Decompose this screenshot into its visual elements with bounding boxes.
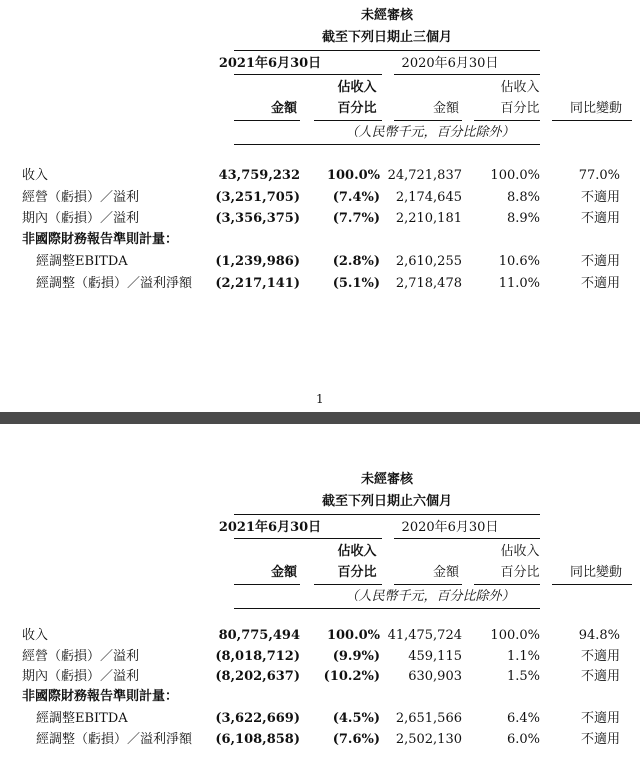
rule xyxy=(394,74,540,75)
rule xyxy=(314,120,382,121)
rule xyxy=(234,538,382,539)
row-label: 經調整（虧損）／溢利淨額 xyxy=(36,276,193,291)
row-label: 收入 xyxy=(22,168,49,183)
yoy-change: 不適用 xyxy=(580,254,620,269)
rule xyxy=(394,120,462,121)
unit-note: （人民幣千元，百分比除外） xyxy=(345,589,515,604)
rule xyxy=(234,74,382,75)
rule xyxy=(474,584,540,585)
pct-2020: 1.1% xyxy=(506,649,540,664)
yoy-change: 不適用 xyxy=(580,276,620,291)
col-pct-2021-b: 百分比 xyxy=(337,101,377,116)
col-pct-2021-a: 佔收入 xyxy=(337,80,377,95)
rule xyxy=(234,608,540,609)
amount-2020: 459,115 xyxy=(408,649,462,664)
row-label: 收入 xyxy=(22,628,49,643)
amount-2021: (2,217,141) xyxy=(215,276,300,291)
amount-2021: 43,759,232 xyxy=(218,168,300,183)
rule xyxy=(394,584,462,585)
pct-2020: 6.4% xyxy=(506,711,540,726)
pct-2021: (9.9%) xyxy=(332,649,380,664)
yoy-change: 不適用 xyxy=(580,732,620,747)
amount-2020: 2,210,181 xyxy=(395,211,462,226)
col-amount-2021: 金額 xyxy=(270,565,298,580)
pct-2020: 1.5% xyxy=(506,669,540,684)
amount-2020: 2,502,130 xyxy=(395,732,462,747)
rule xyxy=(234,50,540,51)
header-year-2020: 2020年6月30日 xyxy=(401,520,499,535)
pct-2020: 6.0% xyxy=(506,732,540,747)
amount-2020: 2,610,255 xyxy=(395,254,462,269)
amount-2021: (6,108,858) xyxy=(215,732,300,747)
col-amount-2020: 金額 xyxy=(432,565,460,580)
rule xyxy=(314,584,382,585)
rule xyxy=(234,120,300,121)
row-label: 經營（虧損）／溢利 xyxy=(22,649,140,664)
amount-2020: 41,475,724 xyxy=(387,628,462,643)
rule xyxy=(474,120,540,121)
pct-2020: 100.0% xyxy=(490,628,540,643)
row-label: 期內（虧損）／溢利 xyxy=(22,669,140,684)
col-pct-2020-b: 百分比 xyxy=(500,101,540,116)
section-heading: 非國際財務報告準則計量： xyxy=(22,689,179,704)
pct-2021: (7.4%) xyxy=(332,190,380,205)
pct-2021: (4.5%) xyxy=(332,711,380,726)
col-amount-2020: 金額 xyxy=(432,101,460,116)
section-heading: 非國際財務報告準則計量： xyxy=(22,232,179,247)
amount-2021: 80,775,494 xyxy=(218,628,300,643)
amount-2021: (8,018,712) xyxy=(215,649,300,664)
pct-2021: 100.0% xyxy=(326,168,380,183)
rule xyxy=(234,514,540,515)
col-pct-2020-a: 佔收入 xyxy=(500,80,540,95)
amount-2021: (8,202,637) xyxy=(215,669,300,684)
col-yoy: 同比變動 xyxy=(569,101,623,116)
col-yoy: 同比變動 xyxy=(569,565,623,580)
rule xyxy=(394,538,540,539)
row-label: 經調整（虧損）／溢利淨額 xyxy=(36,732,193,747)
header-period: 截至下列日期止三個月 xyxy=(321,30,453,45)
pct-2021: (5.1%) xyxy=(332,276,380,291)
pct-2021: (2.8%) xyxy=(332,254,380,269)
yoy-change: 不適用 xyxy=(580,649,620,664)
yoy-change: 94.8% xyxy=(578,628,620,643)
col-pct-2020-b: 百分比 xyxy=(500,565,540,580)
yoy-change: 不適用 xyxy=(580,211,620,226)
amount-2020: 24,721,837 xyxy=(387,168,462,183)
pct-2021: (7.6%) xyxy=(332,732,380,747)
header-year-2020: 2020年6月30日 xyxy=(401,56,499,71)
header-period: 截至下列日期止六個月 xyxy=(321,494,453,509)
col-pct-2021-b: 百分比 xyxy=(337,565,377,580)
amount-2021: (3,356,375) xyxy=(215,211,300,226)
pct-2020: 100.0% xyxy=(490,168,540,183)
pct-2021: (7.7%) xyxy=(332,211,380,226)
col-pct-2021-a: 佔收入 xyxy=(337,544,377,559)
header-unaudited: 未經審核 xyxy=(360,472,414,487)
row-label: 經調整EBITDA xyxy=(36,254,128,269)
header-year-2021: 2021年6月30日 xyxy=(218,56,322,71)
amount-2021: (3,251,705) xyxy=(215,190,300,205)
rule xyxy=(552,584,632,585)
amount-2020: 2,718,478 xyxy=(395,276,462,291)
amount-2020: 2,651,566 xyxy=(395,711,462,726)
pct-2020: 11.0% xyxy=(498,276,540,291)
row-label: 期內（虧損）／溢利 xyxy=(22,211,140,226)
row-label: 經調整EBITDA xyxy=(36,711,128,726)
yoy-change: 不適用 xyxy=(580,711,620,726)
amount-2021: (3,622,669) xyxy=(215,711,300,726)
yoy-change: 不適用 xyxy=(580,190,620,205)
page-number: 1 xyxy=(316,392,324,406)
pct-2020: 8.9% xyxy=(506,211,540,226)
col-amount-2021: 金額 xyxy=(270,101,298,116)
pct-2021: (10.2%) xyxy=(323,669,380,684)
amount-2021: (1,239,986) xyxy=(215,254,300,269)
rule xyxy=(234,584,300,585)
rule xyxy=(552,120,632,121)
row-label: 經營（虧損）／溢利 xyxy=(22,190,140,205)
document-page-2 xyxy=(0,424,640,757)
pct-2021: 100.0% xyxy=(326,628,380,643)
rule xyxy=(234,144,540,145)
unit-note: （人民幣千元，百分比除外） xyxy=(345,125,515,140)
header-year-2021: 2021年6月30日 xyxy=(218,520,322,535)
yoy-change: 不適用 xyxy=(580,669,620,684)
header-unaudited: 未經審核 xyxy=(360,8,414,23)
amount-2020: 630,903 xyxy=(408,669,462,684)
pct-2020: 8.8% xyxy=(506,190,540,205)
pct-2020: 10.6% xyxy=(498,254,540,269)
col-pct-2020-a: 佔收入 xyxy=(500,544,540,559)
yoy-change: 77.0% xyxy=(578,168,620,183)
amount-2020: 2,174,645 xyxy=(395,190,462,205)
